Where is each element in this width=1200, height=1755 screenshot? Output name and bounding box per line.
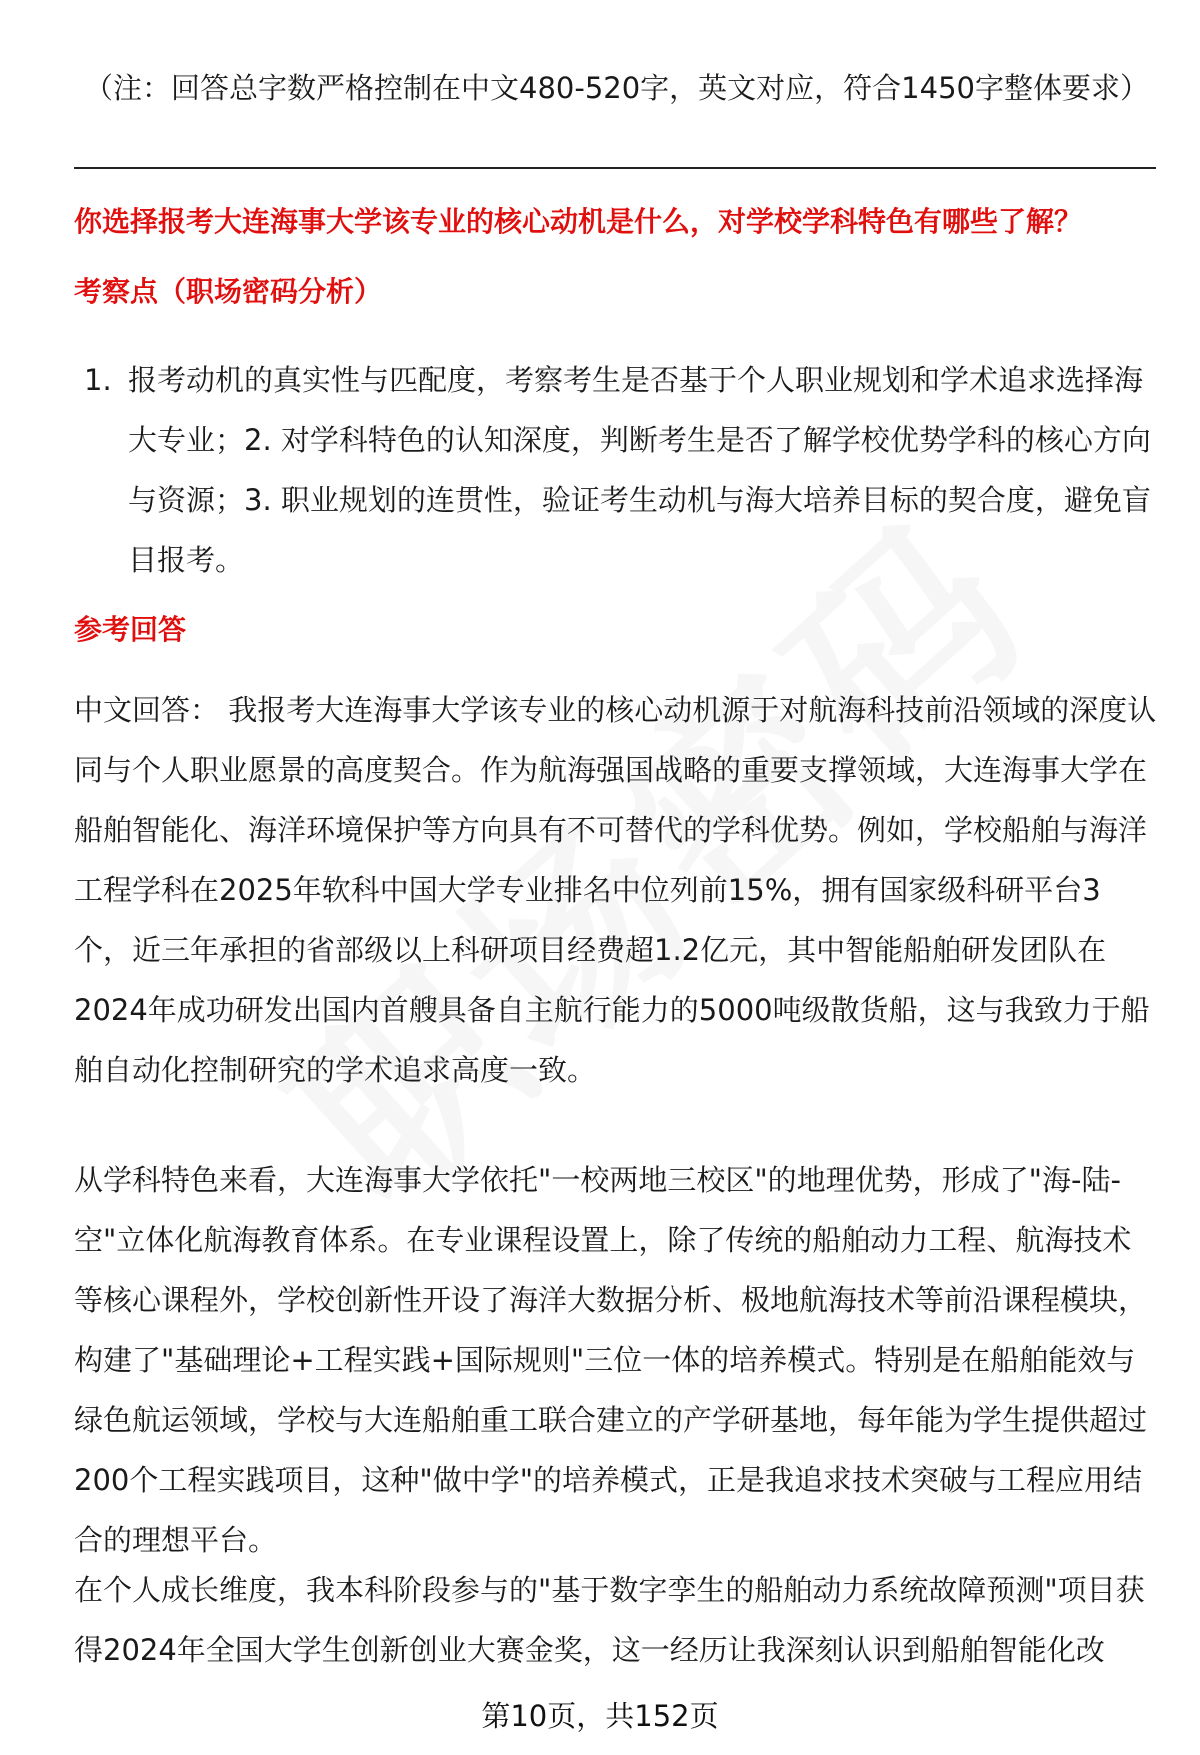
exam-points-heading: 考察点（职场密码分析） <box>74 275 383 308</box>
exam-points-list <box>84 350 1164 590</box>
interview-question: 你选择报考大连海事大学该专业的核心动机是什么，对学校学科特色有哪些了解？ <box>74 205 1083 238</box>
divider-line <box>74 167 1156 169</box>
reference-answer-heading: 参考回答 <box>74 613 187 646</box>
word-count-note: （注：回答总字数严格控制在中文480-520字，英文对应，符合1450字整体要求） <box>84 71 1149 105</box>
answer-paragraph-1: 中文回答： 我报考大连海事大学该专业的核心动机源于对航海科技前沿领域的深度认同与个人职业愿景的高度契合。作为航海强国战略的重要支撑领域，大连海事大学在船舶智能化、海洋环境保护等方向具有不可替代的学科优势。例如，学校船舶与海洋工程学科在2025年软科中国大学专业排名中位列前15%，拥有国家级科研平台3个，近三年承担的省部级以上科研项目经费超1.2亿元，其中智能船舶研发团队在2024年成功研发出国内首艘具备自主航行能力的5000吨级散货船，这与我致力于船舶自动化控制研究的学术追求高度一致。 <box>74 693 1157 1087</box>
page-number-footer: 第10页，共152页 <box>0 1694 1200 1738</box>
answer-paragraph-3: 在个人成长维度，我本科阶段参与的"基于数字孪生的船舶动力系统故障预测"项目获得2024年全国大学生创新创业大赛金奖，这一经历让我深刻认识到船舶智能化改 <box>74 1573 1145 1667</box>
list-item <box>84 350 1164 590</box>
list-item-text: 报考动机的真实性与匹配度，考察考生是否基于个人职业规划和学术追求选择海大专业；2. 对学科特色的认知深度，判断考生是否了解学校优势学科的核心方向与资源；3. 职业规划的连贯性，验证考生动机与海大培养目标的契合度，避免盲目报考。 <box>128 363 1151 577</box>
answer-paragraph-2: 从学科特色来看，大连海事大学依托"一校两地三校区"的地理优势，形成了"海-陆-空"立体化航海教育体系。在专业课程设置上，除了传统的船舶动力工程、航海技术等核心课程外，学校创新性开设了海洋大数据分析、极地航海技术等前沿课程模块，构建了"基础理论+工程实践+国际规则"三位一体的培养模式。特别是在船舶能效与绿色航运领域，学校与大连船舶重工联合建立的产学研基地，每年能为学生提供超过200个工程实践项目，这种"做中学"的培养模式，正是我追求技术突破与工程应用结合的理想平台。 <box>74 1163 1148 1557</box>
list-item-number: 1. <box>84 363 112 397</box>
